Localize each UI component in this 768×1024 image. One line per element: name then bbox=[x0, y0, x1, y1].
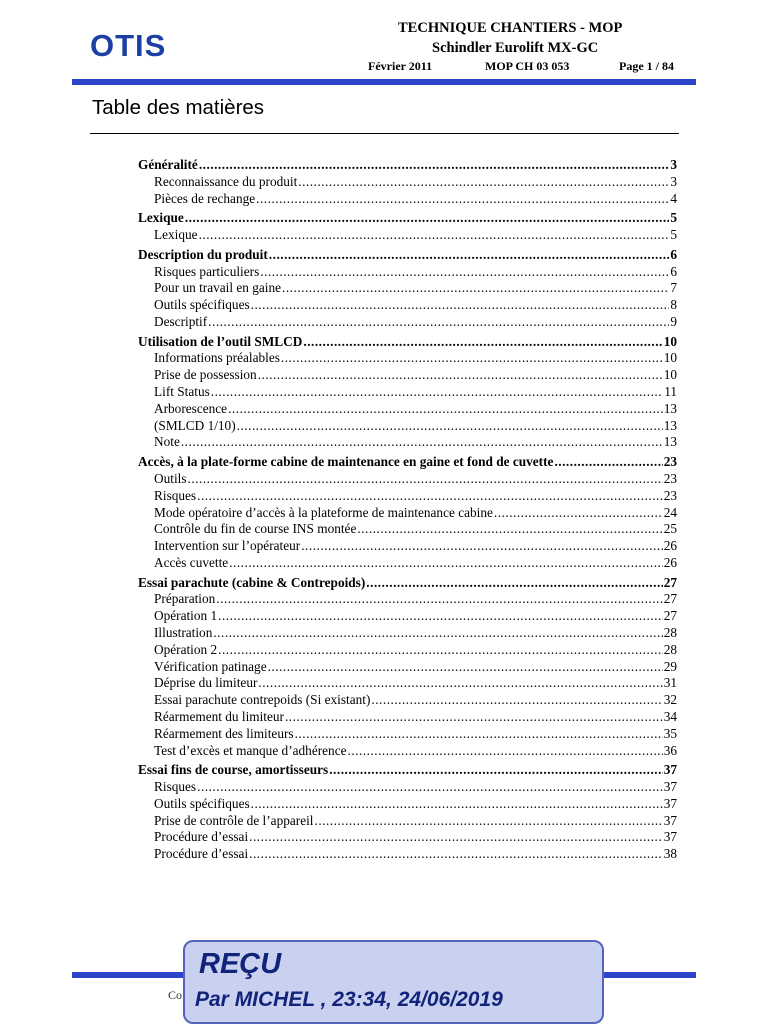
toc-entry-title: Illustration bbox=[154, 624, 213, 640]
toc-entry-title: Test d’excès et manque d’adhérence bbox=[154, 742, 347, 758]
toc-entry-title: Note bbox=[154, 434, 180, 450]
toc-entry-title: Accès, à la plate-forme cabine de maintenance en gaine et fond de cuvette bbox=[138, 454, 554, 470]
toc-dot-leader bbox=[249, 846, 663, 863]
toc-entry-page: 26 bbox=[663, 554, 677, 570]
toc-dot-leader bbox=[251, 297, 670, 314]
toc-entry-page: 3 bbox=[670, 157, 677, 172]
toc-entry-page: 10 bbox=[663, 350, 677, 366]
toc-entry-title: Essai parachute contrepoids (Si existant) bbox=[154, 692, 371, 708]
toc-dot-leader bbox=[197, 488, 663, 505]
toc-dot-leader bbox=[285, 709, 663, 726]
stamp-title: REÇU bbox=[199, 948, 282, 980]
toc-dot-leader bbox=[348, 743, 663, 760]
toc-dot-leader bbox=[218, 608, 663, 625]
title-rule bbox=[90, 133, 679, 134]
toc-dot-leader bbox=[295, 726, 663, 743]
toc-dot-leader bbox=[251, 796, 663, 813]
table-of-contents bbox=[138, 157, 677, 863]
toc-subsection-entry[interactable] bbox=[138, 350, 677, 367]
toc-entry-title: Descriptif bbox=[154, 313, 208, 329]
toc-subsection-entry[interactable] bbox=[138, 591, 677, 608]
toc-subsection-entry[interactable] bbox=[138, 555, 677, 572]
toc-entry-page: 8 bbox=[670, 297, 677, 313]
toc-section-entry[interactable] bbox=[138, 575, 677, 592]
toc-subsection-entry[interactable] bbox=[138, 314, 677, 331]
toc-entry-page: 35 bbox=[663, 725, 677, 741]
toc-entry-title: Outils spécifiques bbox=[154, 795, 250, 811]
toc-dot-leader bbox=[208, 314, 669, 331]
toc-subsection-entry[interactable] bbox=[138, 813, 677, 830]
toc-subsection-entry[interactable] bbox=[138, 471, 677, 488]
toc-subsection-entry[interactable] bbox=[138, 227, 677, 244]
toc-entry-page: 29 bbox=[663, 658, 677, 674]
toc-entry-title: Prise de possession bbox=[154, 367, 257, 383]
toc-entry-page: 27 bbox=[663, 574, 677, 590]
toc-entry-title: Lift Status bbox=[154, 384, 210, 400]
toc-entry-title: Déprise du limiteur bbox=[154, 675, 258, 691]
toc-entry-title: Informations préalables bbox=[154, 350, 280, 366]
toc-dot-leader bbox=[229, 555, 663, 572]
toc-subsection-entry[interactable] bbox=[138, 521, 677, 538]
toc-entry-page: 6 bbox=[670, 246, 677, 262]
toc-subsection-entry[interactable] bbox=[138, 367, 677, 384]
toc-entry-page: 37 bbox=[663, 829, 677, 845]
toc-subsection-entry[interactable] bbox=[138, 488, 677, 505]
toc-entry-page: 5 bbox=[670, 210, 677, 226]
toc-entry-page: 26 bbox=[663, 538, 677, 554]
toc-entry-page: 23 bbox=[663, 470, 677, 486]
toc-entry-title: Risques bbox=[154, 779, 197, 795]
toc-dot-leader bbox=[199, 157, 670, 174]
header-date: Février 2011 bbox=[368, 59, 433, 73]
toc-section-entry[interactable] bbox=[138, 334, 677, 351]
toc-subsection-entry[interactable] bbox=[138, 625, 677, 642]
toc-entry-page: 28 bbox=[663, 624, 677, 640]
received-stamp bbox=[183, 940, 604, 1024]
toc-section-entry[interactable] bbox=[138, 454, 677, 471]
header-page-number: Page 1 / 84 bbox=[619, 59, 674, 73]
header-line-2: Schindler Eurolift MX-GC bbox=[432, 40, 599, 56]
toc-subsection-entry[interactable] bbox=[138, 846, 677, 863]
toc-entry-title: Réarmement des limiteurs bbox=[154, 725, 294, 741]
toc-dot-leader bbox=[298, 174, 669, 191]
toc-entry-page: 6 bbox=[670, 263, 677, 279]
toc-section-entry[interactable] bbox=[138, 762, 677, 779]
toc-entry-page: 13 bbox=[663, 400, 677, 416]
toc-subsection-entry[interactable] bbox=[138, 401, 677, 418]
toc-entry-page: 23 bbox=[663, 454, 677, 470]
toc-entry-page: 31 bbox=[663, 675, 677, 691]
toc-dot-leader bbox=[554, 454, 662, 471]
toc-entry-title: Accès cuvette bbox=[154, 554, 229, 570]
toc-entry-title: Utilisation de l’outil SMLCD bbox=[138, 333, 303, 349]
toc-entry-page: 37 bbox=[663, 779, 677, 795]
toc-entry-title: Réarmement du limiteur bbox=[154, 708, 284, 724]
toc-section-entry[interactable] bbox=[138, 157, 677, 174]
toc-dot-leader bbox=[237, 418, 663, 435]
toc-subsection-entry[interactable] bbox=[138, 726, 677, 743]
toc-subsection-entry[interactable] bbox=[138, 384, 677, 401]
toc-dot-leader bbox=[371, 692, 662, 709]
toc-dot-leader bbox=[269, 247, 670, 264]
toc-entry-title: (SMLCD 1/10) bbox=[154, 417, 236, 433]
toc-entry-title: Généralité bbox=[138, 157, 198, 172]
toc-subsection-entry[interactable] bbox=[138, 675, 677, 692]
toc-entry-title: Reconnaissance du produit bbox=[154, 173, 298, 189]
toc-entry-page: 13 bbox=[663, 417, 677, 433]
toc-entry-title: Procédure d’essai bbox=[154, 829, 249, 845]
toc-entry-title: Outils spécifiques bbox=[154, 297, 250, 313]
toc-subsection-entry[interactable] bbox=[138, 191, 677, 208]
toc-entry-title: Lexique bbox=[138, 210, 184, 226]
toc-entry-title: Opération 1 bbox=[154, 608, 218, 624]
toc-entry-page: 24 bbox=[663, 504, 677, 520]
toc-entry-title: Essai fins de course, amortisseurs bbox=[138, 762, 329, 778]
toc-dot-leader bbox=[281, 350, 663, 367]
toc-entry-page: 36 bbox=[663, 742, 677, 758]
toc-subsection-entry[interactable] bbox=[138, 538, 677, 555]
toc-entry-page: 10 bbox=[663, 367, 677, 383]
toc-entry-page: 37 bbox=[663, 795, 677, 811]
toc-entry-page: 23 bbox=[663, 487, 677, 503]
toc-dot-leader bbox=[197, 779, 663, 796]
toc-section-entry[interactable] bbox=[138, 247, 677, 264]
toc-entry-page: 5 bbox=[670, 227, 677, 243]
toc-subsection-entry[interactable] bbox=[138, 434, 677, 451]
toc-subsection-entry[interactable] bbox=[138, 608, 677, 625]
header-rule bbox=[72, 79, 696, 85]
toc-dot-leader bbox=[185, 210, 670, 227]
toc-entry-page: 37 bbox=[663, 762, 677, 778]
toc-entry-title: Pièces de rechange bbox=[154, 190, 256, 206]
toc-dot-leader bbox=[181, 434, 663, 451]
toc-entry-title: Risques bbox=[154, 487, 197, 503]
toc-section-entry[interactable] bbox=[138, 210, 677, 227]
stamp-detail: Par MICHEL , 23:34, 24/06/2019 bbox=[195, 988, 503, 1011]
toc-entry-title: Essai parachute (cabine & Contrepoids) bbox=[138, 574, 366, 590]
toc-entry-title: Procédure d’essai bbox=[154, 846, 249, 862]
toc-dot-leader bbox=[258, 675, 662, 692]
toc-entry-title: Contrôle du fin de course INS montée bbox=[154, 521, 357, 537]
toc-entry-title: Description du produit bbox=[138, 246, 268, 262]
toc-dot-leader bbox=[357, 521, 662, 538]
toc-entry-page: 9 bbox=[670, 313, 677, 329]
toc-entry-title: Pour un travail en gaine bbox=[154, 280, 282, 296]
toc-subsection-entry[interactable] bbox=[138, 796, 677, 813]
toc-dot-leader bbox=[329, 762, 662, 779]
toc-subsection-entry[interactable] bbox=[138, 280, 677, 297]
toc-dot-leader bbox=[228, 401, 663, 418]
toc-subsection-entry[interactable] bbox=[138, 297, 677, 314]
toc-entry-title: Mode opératoire d’accès à la plateforme de maintenance cabine bbox=[154, 504, 493, 520]
toc-entry-title: Prise de contrôle de l’appareil bbox=[154, 812, 314, 828]
toc-dot-leader bbox=[218, 642, 663, 659]
toc-entry-title: Préparation bbox=[154, 591, 216, 607]
otis-logo: OTIS bbox=[90, 28, 167, 63]
toc-subsection-entry[interactable] bbox=[138, 264, 677, 281]
toc-dot-leader bbox=[199, 227, 670, 244]
toc-entry-page: 37 bbox=[663, 812, 677, 828]
toc-subsection-entry[interactable] bbox=[138, 505, 677, 522]
toc-dot-leader bbox=[256, 191, 669, 208]
toc-dot-leader bbox=[216, 591, 662, 608]
toc-subsection-entry[interactable] bbox=[138, 709, 677, 726]
toc-dot-leader bbox=[268, 659, 663, 676]
toc-dot-leader bbox=[258, 367, 663, 384]
toc-entry-page: 28 bbox=[663, 641, 677, 657]
toc-subsection-entry[interactable] bbox=[138, 829, 677, 846]
toc-entry-title: Intervention sur l’opérateur bbox=[154, 538, 301, 554]
toc-entry-title: Risques particuliers bbox=[154, 263, 260, 279]
toc-dot-leader bbox=[213, 625, 662, 642]
toc-entry-page: 13 bbox=[663, 434, 677, 450]
toc-entry-title: Vérification patinage bbox=[154, 658, 267, 674]
header-line-1: TECHNIQUE CHANTIERS - MOP bbox=[398, 20, 623, 36]
toc-entry-page: 7 bbox=[670, 280, 677, 296]
toc-subsection-entry[interactable] bbox=[138, 692, 677, 709]
toc-dot-leader bbox=[260, 264, 669, 281]
footer-text: Co bbox=[168, 988, 183, 1002]
toc-entry-page: 27 bbox=[663, 608, 677, 624]
toc-subsection-entry[interactable] bbox=[138, 174, 677, 191]
header-doc-ref: MOP CH 03 053 bbox=[485, 59, 570, 73]
toc-dot-leader bbox=[211, 384, 663, 401]
toc-entry-page: 10 bbox=[663, 333, 677, 349]
toc-dot-leader bbox=[303, 334, 662, 351]
toc-entry-title: Outils bbox=[154, 470, 187, 486]
toc-entry-title: Arborescence bbox=[154, 400, 228, 416]
toc-entry-page: 32 bbox=[663, 692, 677, 708]
toc-dot-leader bbox=[301, 538, 662, 555]
toc-entry-page: 25 bbox=[663, 521, 677, 537]
toc-subsection-entry[interactable] bbox=[138, 743, 677, 760]
toc-subsection-entry[interactable] bbox=[138, 779, 677, 796]
toc-subsection-entry[interactable] bbox=[138, 659, 677, 676]
toc-dot-leader bbox=[315, 813, 663, 830]
toc-entry-page: 3 bbox=[670, 173, 677, 189]
toc-entry-title: Lexique bbox=[154, 227, 198, 243]
toc-dot-leader bbox=[366, 575, 662, 592]
toc-dot-leader bbox=[494, 505, 663, 522]
toc-entry-page: 27 bbox=[663, 591, 677, 607]
page-title: Table des matières bbox=[92, 96, 265, 119]
toc-entry-title: Opération 2 bbox=[154, 641, 218, 657]
toc-dot-leader bbox=[188, 471, 663, 488]
toc-entry-page: 4 bbox=[670, 190, 677, 206]
toc-dot-leader bbox=[282, 280, 669, 297]
toc-dot-leader bbox=[249, 829, 663, 846]
toc-entry-page: 34 bbox=[663, 708, 677, 724]
toc-entry-page: 11 bbox=[664, 384, 677, 400]
toc-subsection-entry[interactable] bbox=[138, 418, 677, 435]
toc-subsection-entry[interactable] bbox=[138, 642, 677, 659]
toc-entry-page: 38 bbox=[663, 846, 677, 862]
